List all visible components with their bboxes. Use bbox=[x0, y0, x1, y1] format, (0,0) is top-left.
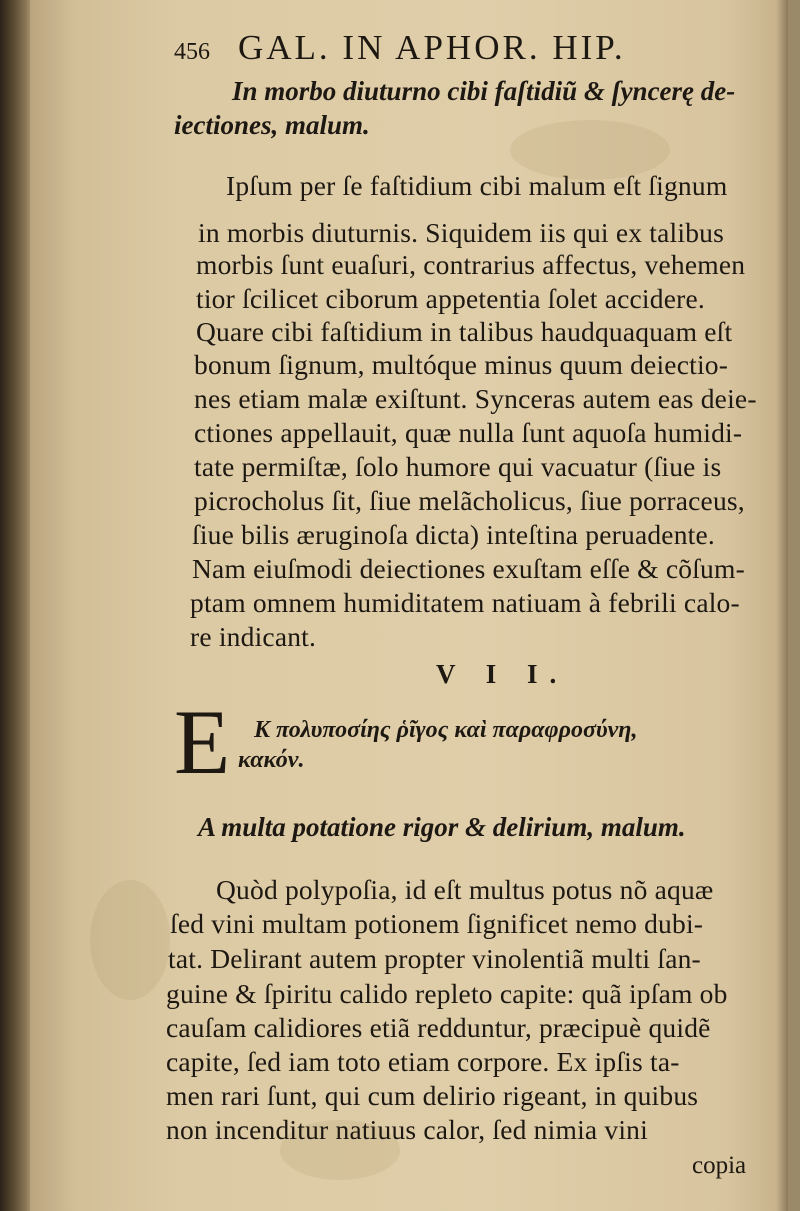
commentary-line: morbis ſunt euaſuri, contrarius affectus, vehemen bbox=[196, 249, 746, 280]
catchword: copia bbox=[692, 1152, 747, 1179]
running-head bbox=[174, 30, 626, 65]
commentary-line: capite, ſed iam toto etiam corpore. Ex ipſis ta- bbox=[166, 1046, 680, 1077]
commentary-line: tior ſcilicet ciborum appetentia ſolet accidere. bbox=[196, 283, 705, 314]
commentary-line: Quòd polypoſia, id eſt multus potus nõ aquæ bbox=[216, 874, 714, 905]
commentary-line: Quare cibi faſtidium in talibus haudquaquam eſt bbox=[196, 316, 733, 347]
commentary-line: men rari ſunt, qui cum delirio rigeant, in quibus bbox=[166, 1080, 699, 1111]
commentary-line: Nam eiuſmodi deiectiones exuſtam eſſe & cõſum- bbox=[192, 553, 745, 584]
commentary-line: tat. Delirant autem propter vinolentiã multi ſan- bbox=[168, 943, 701, 974]
book-page bbox=[30, 0, 788, 1211]
lemma-line: A multa potatione rigor & delirium, malum. bbox=[198, 812, 686, 842]
section-number: V I I. bbox=[436, 659, 569, 689]
commentary-line: Ipſum per ſe faſtidium cibi malum eſt ſignum bbox=[226, 170, 728, 201]
commentary-line: nes etiam malæ exiſtunt. Synceras autem eas deie- bbox=[194, 383, 757, 414]
running-head-title: GAL. IN APHOR. HIP. bbox=[238, 28, 626, 67]
paper-stain bbox=[90, 880, 170, 1000]
commentary-line: ſed vini multam potionem ſignificet nemo dubi- bbox=[170, 908, 704, 939]
commentary-line: guine & ſpiritu calido repleto capite: quã ipſam ob bbox=[166, 978, 728, 1009]
greek-text-line: K πολυποσίης ῥῖγος καὶ παραφροσύνη, bbox=[254, 717, 638, 743]
commentary-line: re indicant. bbox=[190, 621, 317, 652]
commentary-line: picrocholus ſit, ſiue melãcholicus, ſiue porraceus, bbox=[194, 485, 745, 516]
commentary-line: tate permiſtæ, ſolo humore qui vacuatur (ſiue is bbox=[194, 451, 722, 482]
commentary-line: ſiue bilis æruginoſa dicta) inteſtina peruadente. bbox=[192, 519, 715, 550]
commentary-line: in morbis diuturnis. Siquidem iis qui ex talibus bbox=[198, 217, 724, 248]
commentary-line: cauſam calidiores etiã redduntur, præcipuè quidẽ bbox=[166, 1012, 711, 1043]
greek-text-line: κακόν. bbox=[238, 747, 305, 773]
lemma-line: iectiones, malum. bbox=[174, 110, 370, 140]
page-edge bbox=[776, 0, 788, 1211]
drop-cap-initial: E bbox=[174, 691, 231, 793]
page-number: 456 bbox=[174, 39, 210, 65]
commentary-line: bonum ſignum, multóque minus quum deiectio- bbox=[194, 349, 729, 380]
commentary-line: ptam omnem humiditatem natiuam à febrili calo- bbox=[190, 587, 740, 618]
lemma-line: In morbo diuturno cibi faſtidiũ & ſyncerę de- bbox=[232, 76, 736, 106]
book-spine bbox=[0, 0, 34, 1211]
commentary-line: non incenditur natiuus calor, ſed nimia vini bbox=[166, 1114, 648, 1145]
commentary-line: ctiones appellauit, quæ nulla ſunt aquoſa humidi- bbox=[194, 417, 743, 448]
